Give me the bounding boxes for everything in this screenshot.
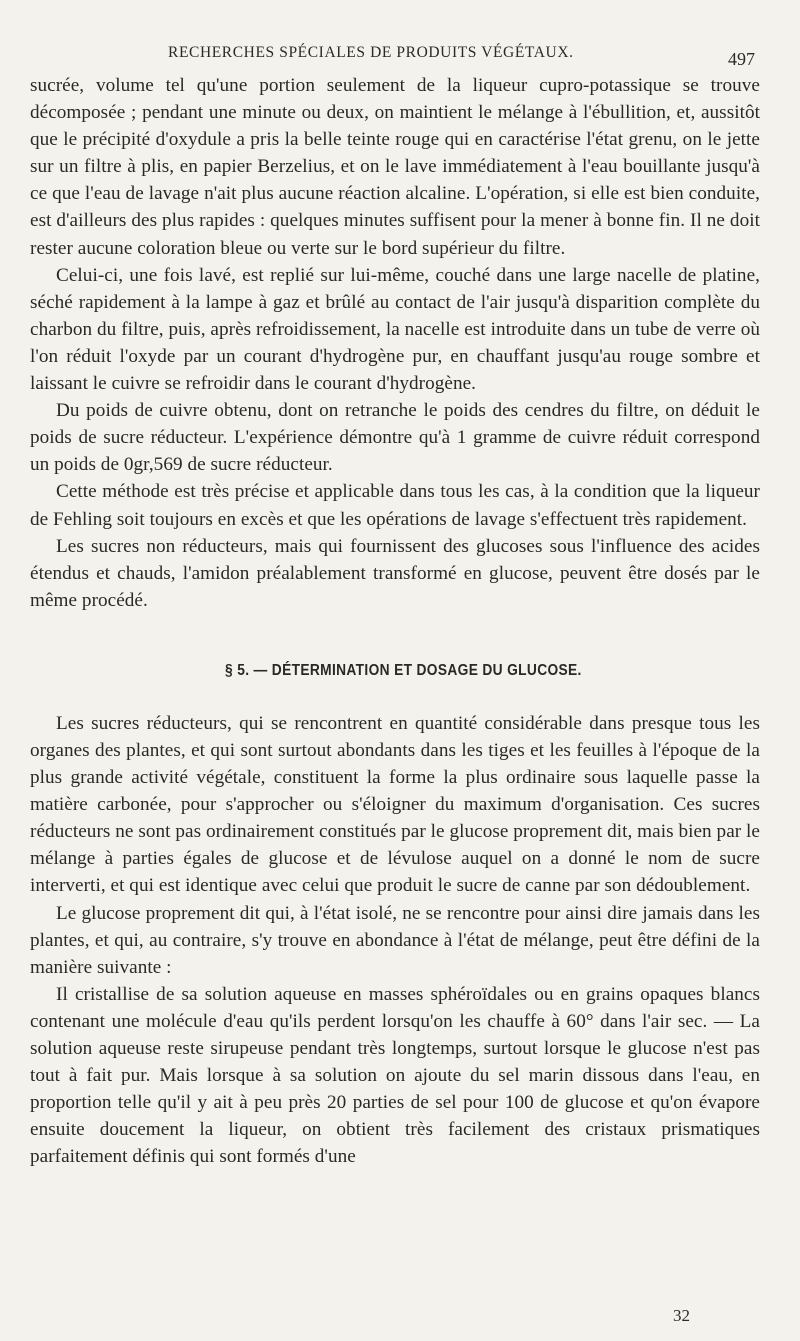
running-head xyxy=(0,40,800,70)
paragraph-reducing-sugars: Les sucres réducteurs, qui se rencontrent en quantité considérable dans presque tous les organes des plantes, et qui sont surtout abondants dans les tiges et les feuilles à l'époque de la plus grande activité végétale, constituent la forme la plus ordinaire sous laquelle passe la matière carbonée, pour s'approcher ou s'éloigner du maximum d'organisation. Ces sucres réducteurs ne sont pas ordinairement constitués par le glucose proprement dit, mais bien par le mélange à parties égales de glucose et de lévulose auquel on a donné le nom de sucre interverti, et qui est identique avec celui que produit le sucre de canne par son dédoublement. xyxy=(30,712,760,897)
paragraph-method-precision: Cette méthode est très précise et applicable dans tous les cas, à la condition que la liqueur de Fehling soit toujours en excès et que les opérations de lavage s'effectuent très rapidement. xyxy=(30,481,760,530)
paragraph-glucose-definition: Le glucose proprement dit qui, à l'état isolé, ne se rencontre pour ainsi dire jamais dans les plantes, et qui, au contraire, s'y trouve en abondance à l'état de mélange, peut être défini de la manière suivante : xyxy=(30,902,760,978)
paragraph-continuation: sucrée, volume tel qu'une portion seulement de la liqueur cupro-potassique se trouve décomposée ; pendant une minute ou deux, on maintient le mélange à l'ébullition, et, aussitôt que le précipité d'oxydule a pris la belle teinte rouge qui en caractérise l'état grenu, on le jette sur un filtre à plis, en papier Berzelius, et on le lave immédiatement à l'eau bouillante jusqu'à ce que l'eau de lavage n'ait plus aucune réaction alcaline. L'opération, si elle est bien conduite, est d'ailleurs des plus rapides : quelques minutes suffisent pour la mener à bonne fin. Il ne doit rester aucune coloration bleue ou verte sur le bord supérieur du filtre. xyxy=(30,75,760,259)
paragraph-filter-washing: Celui-ci, une fois lavé, est replié sur lui-même, couché dans une large nacelle de platine, séché rapidement à la lampe à gaz et brûlé au contact de l'air jusqu'à disparition complète du charbon du filtre, puis, après refroidissement, la nacelle est introduite dans un tube de verre où l'on réduit l'oxyde par un courant d'hydrogène pur, en chauffant jusqu'au rouge sombre et laissant le cuivre se refroidir dans le courant d'hydrogène. xyxy=(30,264,760,395)
page-body xyxy=(30,72,760,1170)
section-heading-text: § 5. — DÉTERMINATION ET DOSAGE DU GLUCOSE. xyxy=(224,661,582,679)
signature-mark: 32 xyxy=(673,1306,690,1325)
page-number: 497 xyxy=(728,49,755,69)
section-heading xyxy=(30,648,760,710)
paragraph-crystallisation: Il cristallise de sa solution aqueuse en masses sphéroïdales ou en grains opaques blancs contenant une molécule d'eau qu'ils perdent lorsqu'on les chauffe à 60° dans l'air sec. — La solution aqueuse reste sirupeuse pendant très longtemps, surtout lorsque le glucose n'est pas tout à fait pur. Mais lorsque à sa solution on ajoute du sel marin dissous dans l'eau, en proportion telle qu'il y ait à peu près 20 parties de sel pour 100 de glucose et qu'on évapore ensuite doucement la liqueur, on obtient très facilement des cristaux prismatiques parfaitement définis qui sont formés d'une xyxy=(30,983,760,1168)
paragraph-copper-weight: Du poids de cuivre obtenu, dont on retranche le poids des cendres du filtre, on déduit le poids de sucre réducteur. L'expérience démontre qu'à 1 gramme de cuivre réduit correspond un poids de 0gr,569 de sucre réducteur. xyxy=(30,400,760,476)
running-title: RECHERCHES SPÉCIALES DE PRODUITS VÉGÉTAUX. xyxy=(168,44,574,61)
paragraph-non-reducing-sugars: Les sucres non réducteurs, mais qui fournissent des glucoses sous l'influence des acides étendus et chauds, l'amidon préalablement transformé en glucose, peuvent être dosés par le même procédé. xyxy=(30,535,760,611)
